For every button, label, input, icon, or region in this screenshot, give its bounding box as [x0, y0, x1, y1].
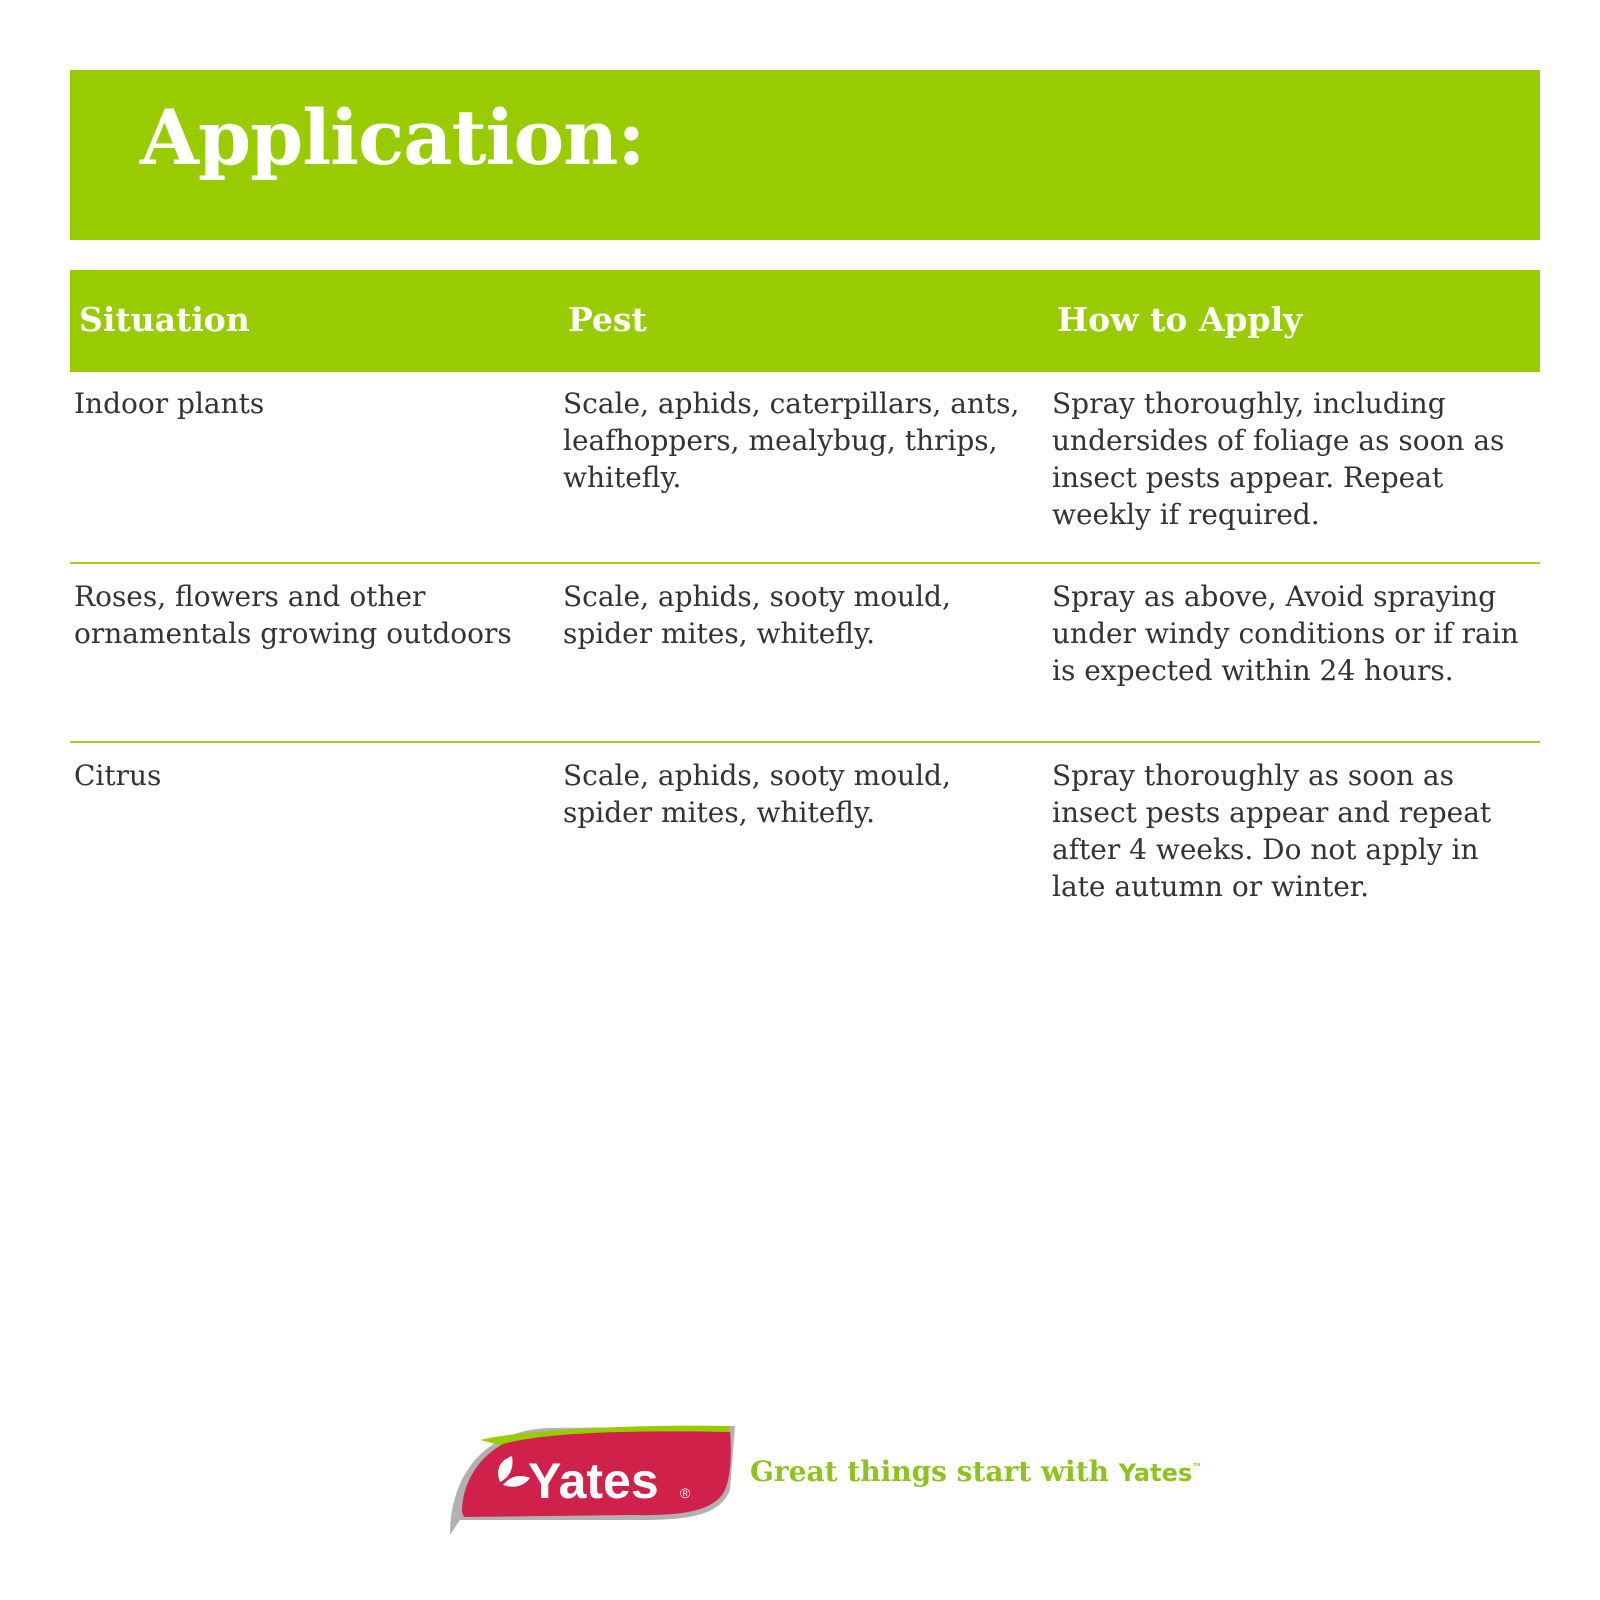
page-title: Application:: [140, 93, 645, 182]
pest-cell: Scale, aphids, sooty mould, spider mites, whitefly.: [563, 580, 951, 650]
title-banner: [70, 70, 1540, 240]
how-to-apply-cell: Spray thoroughly, including undersides of foliage as soon as insect pests appear. Repeat weekly if required.: [1052, 387, 1505, 531]
header-situation: Situation: [79, 300, 250, 339]
how-to-apply-cell: Spray as above, Avoid spraying under windy conditions or if rain is expected within 24 hours.: [1052, 580, 1519, 687]
tagline-brand: Yates: [1118, 1459, 1193, 1487]
trademark-mark: ™: [1192, 1462, 1203, 1474]
header-pest: Pest: [568, 300, 647, 339]
row-divider: [70, 562, 1540, 564]
table-header: [70, 270, 1540, 372]
pest-cell: Scale, aphids, caterpillars, ants, leafhoppers, mealybug, thrips, whitefly.: [563, 387, 1020, 494]
yates-logo: [440, 1420, 740, 1540]
row-divider: [70, 741, 1540, 743]
situation-cell: Citrus: [74, 759, 162, 792]
pest-cell: Scale, aphids, sooty mould, spider mites, whitefly.: [563, 759, 951, 829]
header-how-to-apply: How to Apply: [1057, 300, 1303, 339]
logo-text: Yates: [528, 1453, 659, 1509]
situation-cell: Roses, flowers and other ornamentals growing outdoors: [74, 580, 512, 650]
how-to-apply-cell: Spray thoroughly as soon as insect pests appear and repeat after 4 weeks. Do not apply in late autumn or winter.: [1052, 759, 1492, 903]
situation-cell: Indoor plants: [74, 387, 265, 420]
logo-registered-mark: ®: [680, 1485, 691, 1501]
tagline: [750, 1455, 1202, 1488]
tagline-prefix: Great things start with: [750, 1455, 1119, 1488]
